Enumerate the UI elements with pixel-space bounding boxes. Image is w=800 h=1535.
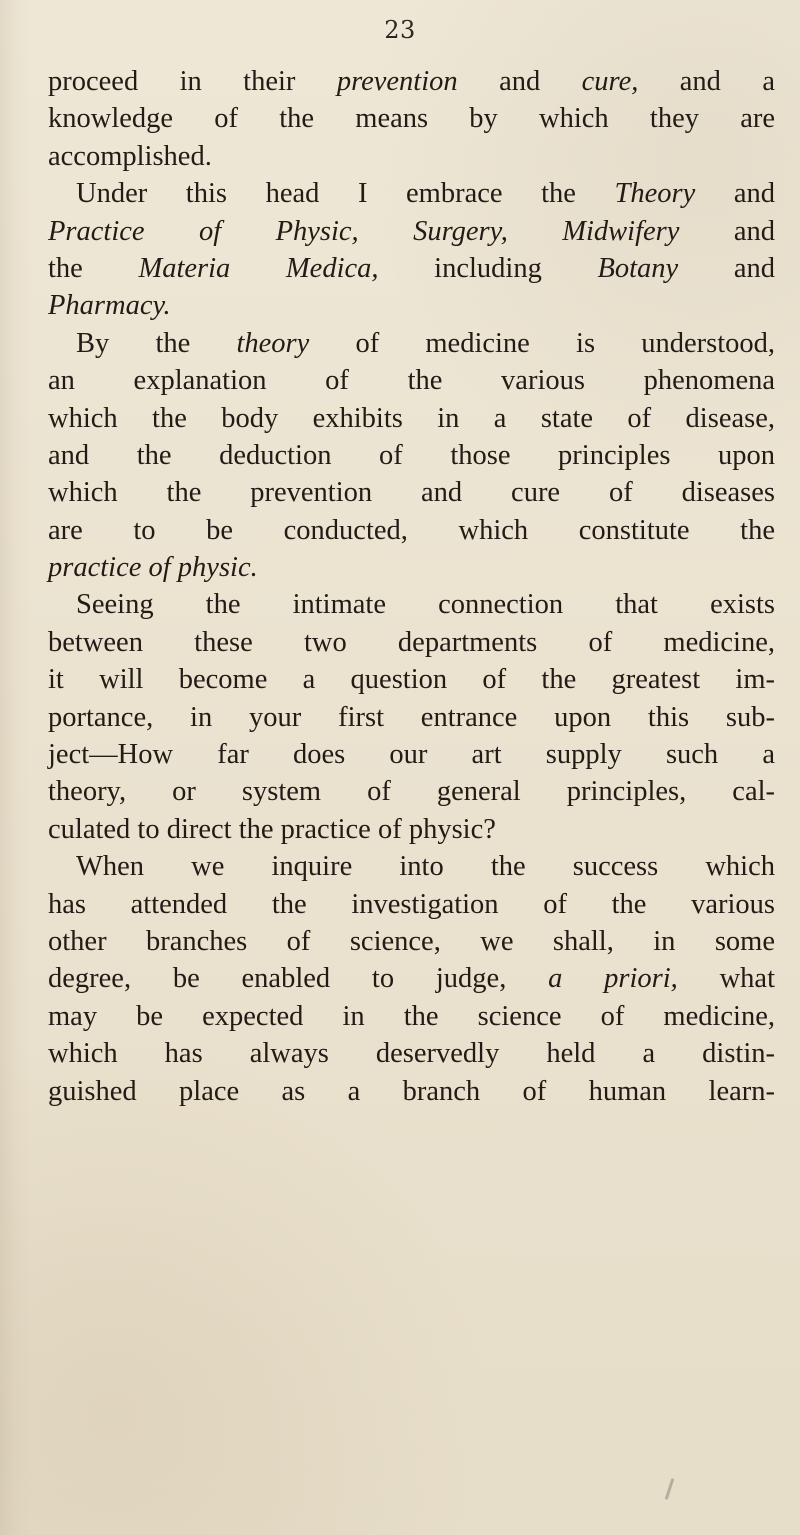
text-segment: the xyxy=(48,252,139,284)
text-line xyxy=(48,998,775,1035)
text-segment: between these two departments of medicine, xyxy=(48,626,775,658)
paper-mark xyxy=(665,1478,675,1500)
text-segment: proceed in their xyxy=(48,66,337,97)
text-segment: and a xyxy=(638,66,775,97)
italic-text-segment: Botany xyxy=(597,252,679,284)
text-line xyxy=(48,773,775,810)
text-line xyxy=(48,923,775,960)
italic-text-segment: Practice of Physic, Surgery, Midwifery xyxy=(48,215,680,247)
text-line xyxy=(48,699,775,736)
text-segment: accomplished. xyxy=(48,140,212,172)
text-segment: degree, be enabled to judge, xyxy=(48,963,549,995)
text-line xyxy=(48,287,775,324)
text-segment: Seeing the intimate connection that exists xyxy=(76,589,775,621)
page-number: 23 xyxy=(384,16,416,44)
italic-text-segment: practice of physic. xyxy=(48,552,258,584)
text-line xyxy=(48,661,775,698)
text-segment: culated to direct the practice of physic? xyxy=(48,813,496,845)
text-line xyxy=(48,175,775,212)
text-line xyxy=(48,736,775,773)
text-line xyxy=(48,624,775,661)
text-segment: of medicine is understood, xyxy=(309,327,775,359)
text-segment: other branches of science, we shall, in some xyxy=(48,925,775,957)
text-segment: what xyxy=(677,963,775,995)
text-segment: which has always deservedly held a distin- xyxy=(48,1038,775,1070)
text-line xyxy=(48,848,775,885)
text-line xyxy=(48,586,775,623)
text-line xyxy=(48,512,775,549)
text-segment: it will become a question of the greatest im- xyxy=(48,664,775,696)
text-line xyxy=(48,250,775,287)
text-segment: When we inquire into the success which xyxy=(76,851,775,883)
text-segment: and xyxy=(695,178,775,210)
text-segment: are to be conducted, which constitute the xyxy=(48,514,775,546)
text-segment: ject—How far does our art supply such a xyxy=(48,739,775,771)
text-segment: including xyxy=(378,252,598,284)
italic-text-segment: Theory xyxy=(614,178,696,210)
text-segment: knowledge of the means by which they are xyxy=(48,103,775,135)
text-line xyxy=(48,811,775,848)
text-segment: and xyxy=(678,252,775,284)
italic-text-segment: theory xyxy=(236,327,310,359)
text-line xyxy=(48,960,775,997)
italic-text-segment: a priori, xyxy=(548,963,678,995)
text-line xyxy=(48,549,775,586)
italic-text-segment: Pharmacy. xyxy=(48,290,171,322)
text-segment: an explanation of the various phenomena xyxy=(48,365,775,397)
text-segment: theory, or system of general principles, cal- xyxy=(48,776,775,808)
text-line xyxy=(48,1073,775,1110)
text-line xyxy=(48,886,775,923)
text-line xyxy=(48,213,775,250)
text-segment: guished place as a branch of human learn- xyxy=(48,1075,775,1107)
text-line xyxy=(48,437,775,474)
text-line xyxy=(48,362,775,399)
text-line xyxy=(48,138,775,175)
text-segment: portance, in your first entrance upon this sub- xyxy=(48,701,775,733)
text-segment: and xyxy=(457,66,582,97)
body-text xyxy=(48,63,775,1110)
italic-text-segment: prevention xyxy=(336,66,458,97)
text-segment: By the xyxy=(76,327,237,359)
text-segment: and xyxy=(679,215,775,247)
text-segment: may be expected in the science of medicine, xyxy=(48,1000,775,1032)
text-line xyxy=(48,1035,775,1072)
text-segment: Under this head I embrace the xyxy=(76,178,615,210)
text-segment: and the deduction of those principles upon xyxy=(48,439,775,471)
text-line xyxy=(48,63,775,100)
text-line xyxy=(48,100,775,137)
italic-text-segment: cure, xyxy=(581,66,639,97)
text-line xyxy=(48,325,775,362)
text-line xyxy=(48,400,775,437)
text-segment: has attended the investigation of the various xyxy=(48,888,775,920)
italic-text-segment: Materia Medica, xyxy=(138,252,379,284)
text-line xyxy=(48,474,775,511)
text-segment: which the prevention and cure of diseases xyxy=(48,477,775,509)
text-segment: which the body exhibits in a state of disease, xyxy=(48,402,775,434)
